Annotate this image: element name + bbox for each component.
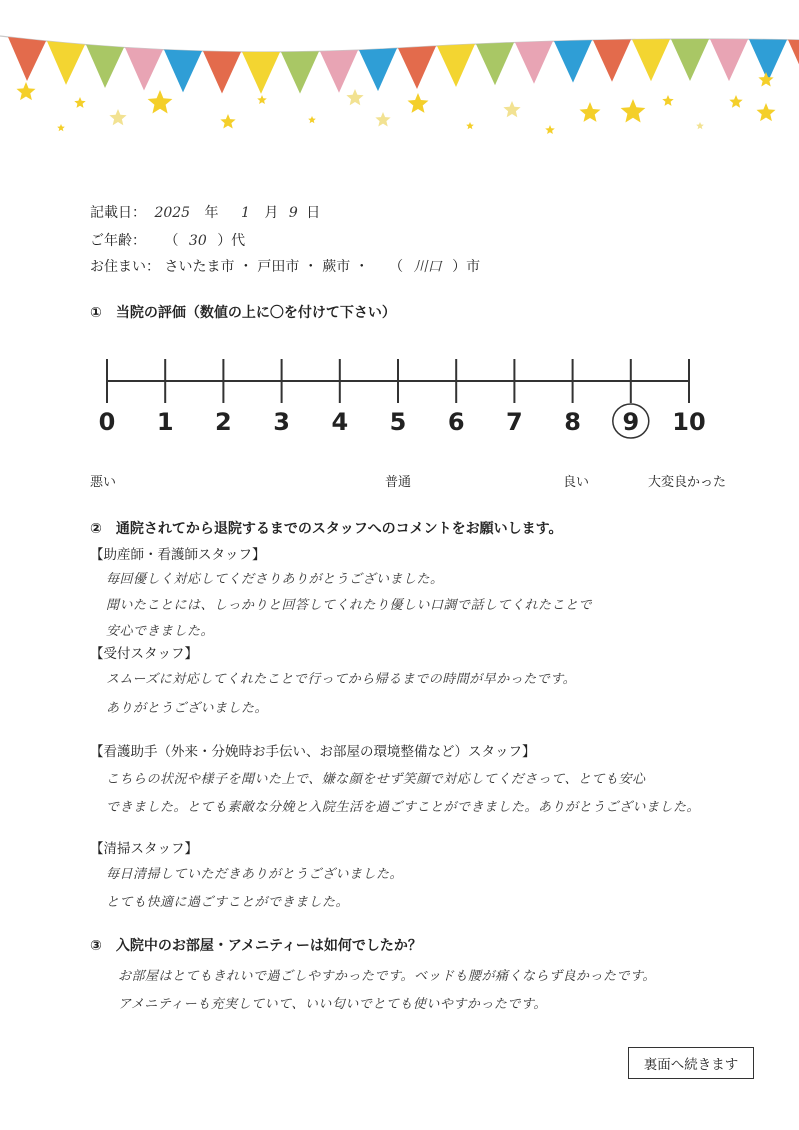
- age-open: （: [164, 233, 179, 249]
- assistant-heading: 【看護助手（外来・分娩時お手伝い、お部屋の環境整備など）スタッフ】: [90, 744, 536, 760]
- bunting-flag: [398, 46, 436, 89]
- cleaning-comment-line-2: とても快適に過ごすことができました。: [106, 895, 350, 910]
- star-icon: [257, 95, 267, 104]
- star-icon: [662, 95, 673, 106]
- star-icon: [580, 102, 601, 122]
- bunting-flag: [242, 52, 280, 94]
- star-icon: [57, 124, 65, 131]
- star-icon: [148, 90, 173, 114]
- bunting-flag: [554, 40, 592, 82]
- residence-value: 川口: [413, 259, 442, 275]
- star-icon: [757, 103, 776, 121]
- bunting-flag: [476, 42, 514, 85]
- bunting-flag: [8, 37, 46, 81]
- bunting-flag: [788, 40, 799, 82]
- residence-open: （: [389, 259, 404, 275]
- q3-comment-line-1: お部屋はとてもきれいで過ごしやすかったです。ベッドも腰が痛くならず良かったです。: [118, 969, 656, 984]
- rating-scale: [0, 340, 799, 450]
- star-icon: [503, 101, 520, 117]
- rating-number-3: 3: [273, 408, 290, 436]
- midwife-heading: 【助産師・看護師スタッフ】: [90, 547, 266, 563]
- age-label: ご年齢：: [90, 233, 146, 249]
- cleaning-heading: 【清掃スタッフ】: [90, 841, 198, 857]
- residence-options: さいたま市 ・ 戸田市 ・ 蕨市 ・: [164, 259, 369, 275]
- month-unit: 月: [264, 205, 279, 221]
- rating-number-10: 10: [672, 408, 706, 436]
- label-bad: 悪い: [90, 475, 117, 490]
- year-unit: 年: [204, 205, 219, 221]
- reception-comment-line-2: ありがとうございました。: [106, 701, 269, 716]
- rating-number-4: 4: [331, 408, 349, 436]
- star-icon: [109, 109, 126, 125]
- bunting-flag: [281, 51, 319, 93]
- label-good: 良い: [563, 475, 590, 490]
- record-date-label: 記載日：: [90, 205, 146, 221]
- bunting-flag: [320, 50, 358, 93]
- star-icon: [346, 89, 363, 105]
- reception-heading: 【受付スタッフ】: [90, 646, 198, 662]
- reception-comment-line-1: スムーズに対応してくれたことで行ってから帰るまでの時間が早かったです。: [106, 672, 577, 687]
- rating-number-6: 6: [447, 408, 465, 436]
- rating-number-1: 1: [156, 408, 174, 436]
- bunting-flag: [203, 51, 241, 93]
- cleaning-comment-line-1: 毎日清掃していただきありがとうございました。: [106, 867, 404, 882]
- residence-line: [90, 256, 480, 276]
- record-date-line: [90, 202, 320, 222]
- bunting-flag: [125, 47, 163, 90]
- star-icon: [74, 97, 85, 108]
- age-close: ）代: [217, 233, 246, 249]
- q2-title: ② 通院されてから退院するまでのスタッフへのコメントをお願いします。: [90, 521, 563, 537]
- midwife-comment-line-3: 安心できました。: [106, 624, 215, 639]
- bunting-flag: [593, 39, 631, 81]
- decorative-stars: [17, 72, 776, 134]
- star-icon: [696, 122, 704, 129]
- midwife-comment-line-2: 聞いたことには、しっかりと回答してくれたり優しい口調で話してくれたことで: [106, 598, 593, 613]
- residence-label: お住まい：: [90, 259, 160, 275]
- rating-number-2: 2: [215, 408, 232, 436]
- bunting-flag: [632, 39, 670, 81]
- record-date-year: 2025: [154, 205, 191, 221]
- record-date-day: 9: [288, 205, 298, 221]
- star-icon: [466, 122, 474, 129]
- midwife-comment-line-1: 毎回優しく対応してくださりありがとうございました。: [106, 572, 444, 587]
- rating-number-7: 7: [506, 408, 523, 436]
- star-icon: [220, 114, 235, 129]
- assistant-comment-line-1: こちらの状況や様子を聞いた上で、嫌な顔をせず笑顔で対応してくださって、とても安心: [106, 772, 646, 787]
- star-icon: [545, 125, 555, 134]
- q1-title: ① 当院の評価（数値の上に〇を付けて下さい）: [90, 305, 396, 321]
- bunting-flags: [8, 37, 799, 94]
- rating-number-8: 8: [564, 408, 581, 436]
- bunting-flag: [86, 45, 124, 88]
- star-icon: [729, 95, 742, 108]
- bunting-banner: [0, 0, 799, 150]
- star-icon: [17, 82, 36, 100]
- bunting-flag: [671, 39, 709, 81]
- day-unit: 日: [306, 205, 321, 221]
- label-very-good: 大変良かった: [648, 475, 727, 490]
- age-value: 30: [188, 233, 207, 249]
- q3-comment-line-2: アメニティーも充実していて、いい匂いでとても使いやすかったです。: [118, 997, 547, 1012]
- bunting-flag: [164, 50, 202, 93]
- record-date-month: 1: [241, 205, 250, 221]
- rating-number-9: 9: [622, 408, 640, 436]
- continue-text: 裏面へ続きます: [643, 1057, 739, 1073]
- star-icon: [375, 112, 390, 127]
- bunting-flag: [359, 48, 397, 91]
- q3-title: ③ 入院中のお部屋・アメニティーは如何でしたか？: [90, 938, 422, 954]
- star-icon: [408, 93, 429, 113]
- star-icon: [621, 99, 646, 123]
- label-normal: 普通: [385, 475, 412, 490]
- continue-on-back-label: [628, 1047, 754, 1079]
- bunting-flag: [749, 39, 787, 81]
- assistant-comment-line-2: できました。とても素敵な分娩と入院生活を過ごすことができました。ありがとうございました。: [106, 800, 701, 815]
- age-line: [90, 230, 245, 250]
- bunting-flag: [710, 39, 748, 81]
- bunting-flag: [515, 41, 553, 84]
- star-icon: [308, 116, 316, 123]
- bunting-flag: [437, 44, 475, 87]
- rating-number-5: 5: [389, 408, 407, 436]
- bunting-flag: [47, 41, 85, 85]
- rating-number-0: 0: [98, 408, 116, 436]
- residence-close: ）市: [452, 259, 481, 275]
